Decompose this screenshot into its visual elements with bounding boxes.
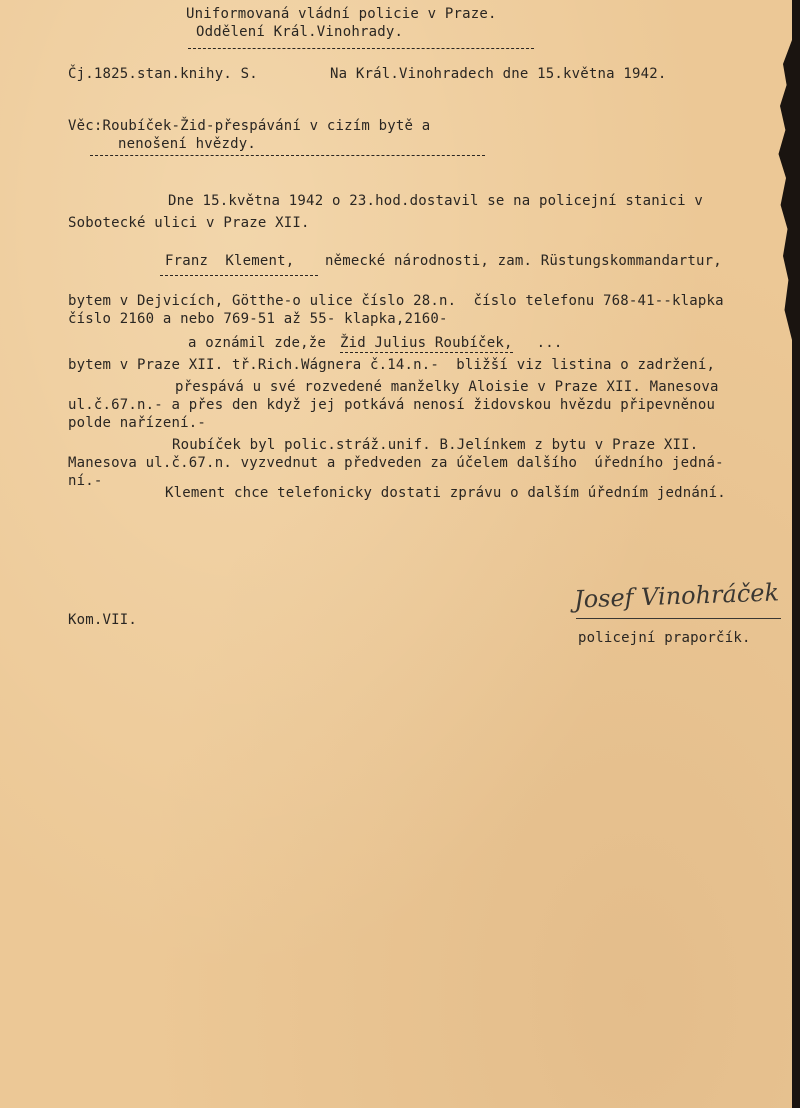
signature-line [576,618,781,619]
reference-number: Čj.1825.stan.knihy. S. [68,66,258,82]
para-6-line-3: polde nařízení.- [68,415,207,431]
reporter-name-rule [160,275,318,276]
para-5: bytem v Praze XII. tř.Rich.Wágnera č.14.n.- bližší viz listina o zadržení, [68,357,716,373]
header-rule [188,48,534,49]
para-4-suffix: ... [528,335,563,351]
subject-rule [90,155,485,156]
department-code: Kom.VII. [68,612,138,628]
subject-line-2: nenošení hvězdy. [118,136,257,152]
para-8: Klement chce telefonicky dostati zprávu o dalším úředním jednání. [165,485,726,501]
reporter-details: německé národnosti, zam. Rüstungskommandartur, [325,253,722,269]
subject-line-1: Věc:Roubíček-Žid-přespávání v cizím bytě a [68,118,431,134]
para-1-line-2: Sobotecké ulici v Praze XII. [68,215,310,231]
reporter-name: Franz Klement, [165,253,295,269]
signature: Josef Vinohráček [573,578,780,614]
para-3-line-1: bytem v Dejvicích, Götthe-o ulice číslo 28.n. číslo telefonu 768-41--klapka [68,293,724,309]
para-6-line-1: přespává u své rozvedené manželky Aloisie v Praze XII. Manesova [175,379,719,395]
para-1-line-1: Dne 15.května 1942 o 23.hod.dostavil se na policejní stanici v [168,193,703,209]
header-line-1: Uniformovaná vládní policie v Praze. [186,6,497,22]
para-3-line-2: číslo 2160 a nebo 769-51 až 55- klapka,2160- [68,311,448,327]
officer-rank: policejní praporčík. [578,630,751,646]
accused-name: Žid Julius Roubíček, [340,335,513,351]
place-date: Na Král.Vinohradech dne 15.května 1942. [330,66,667,82]
para-7-line-3: ní.- [68,473,103,489]
torn-edge [762,40,792,340]
para-7-line-2: Manesova ul.č.67.n. vyzvednut a předveden za účelem dalšího úředního jedná- [68,455,724,471]
para-6-line-2: ul.č.67.n.- a přes den když jej potkává nenosí židovskou hvězdu připevněnou [68,397,716,413]
para-4-prefix: a oznámil zde,že [188,335,335,351]
para-7-line-1: Roubíček byl polic.stráž.unif. B.Jelínkem z bytu v Praze XII. [172,437,699,453]
header-line-2: Oddělení Král.Vinohrady. [196,24,404,40]
